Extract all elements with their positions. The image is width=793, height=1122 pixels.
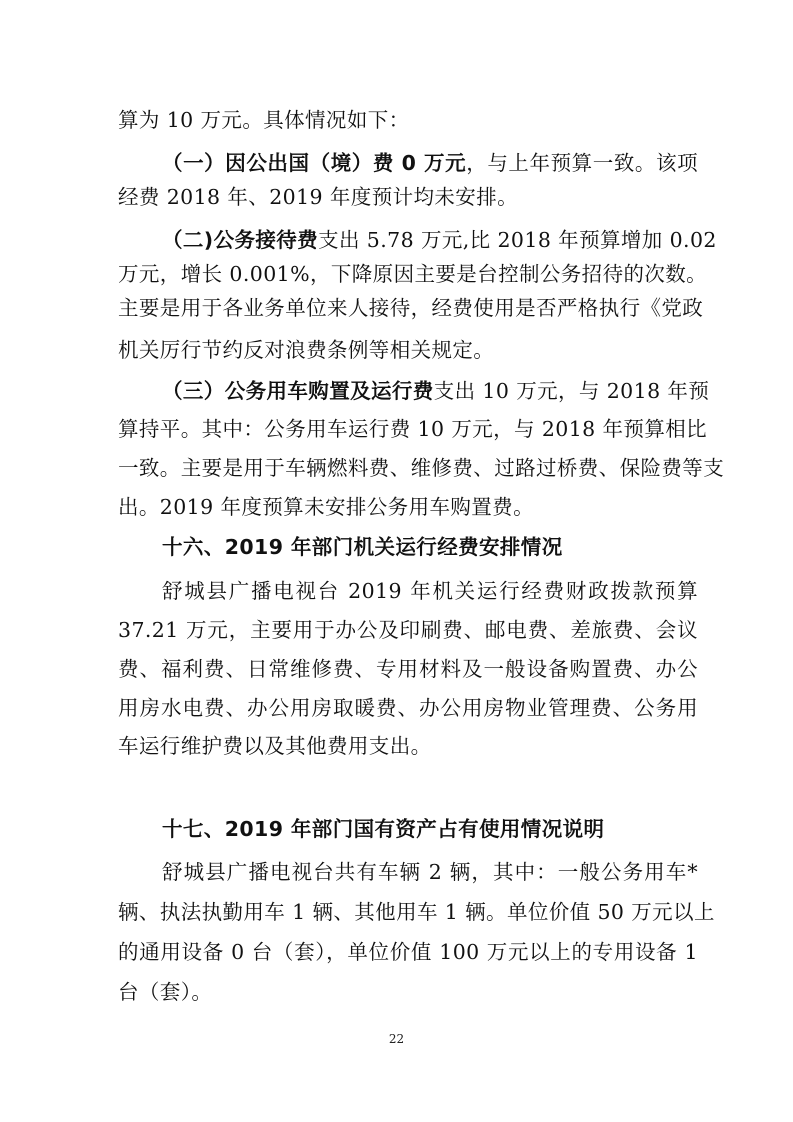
section-17-line-2: 辆、执法执勤用车 1 辆、其他用车 1 辆。单位价值 50 万元以上	[118, 900, 715, 924]
heading-17: 十七、2019 年部门国有资产占有使用情况说明	[162, 817, 605, 841]
section-1-line-2: 经费 2018 年、2019 年度预计均未安排。	[118, 185, 518, 209]
section-2-line-2: 万元，增长 0.001%，下降原因主要是台控制公务招待的次数。	[118, 262, 708, 286]
page-number: 22	[388, 1032, 405, 1046]
section-2-line-4: 机关厉行节约反对浪费条例等相关规定。	[118, 338, 495, 362]
section-16-line-3: 费、福利费、日常维修费、专用材料及一般设备购置费、办公	[118, 657, 698, 681]
section-1-heading: （一）因公出国（境）费 0 万元	[162, 151, 467, 175]
section-3-heading: （三）公务用车购置及运行费	[162, 379, 434, 403]
heading-16: 十六、2019 年部门机关运行经费安排情况	[162, 535, 563, 559]
section-3-line-2: 算持平。其中：公务用车运行费 10 万元，与 2018 年预算相比	[118, 417, 708, 441]
section-3-line-4: 出。2019 年度预算未安排公务用车购置费。	[118, 495, 534, 519]
paragraph-line: 算为 10 万元。具体情况如下：	[118, 108, 410, 132]
section-16-line-5: 车运行维护费以及其他费用支出。	[118, 734, 432, 758]
section-2-heading: （二)公务接待费	[162, 228, 319, 252]
section-16-line-2: 37.21 万元，主要用于办公及印刷费、邮电费、差旅费、会议	[118, 618, 698, 642]
section-17-line-1: 舒城县广播电视台共有车辆 2 辆，其中：一般公务用车*	[162, 860, 698, 884]
section-17-line-4: 台（套）。	[118, 980, 213, 1004]
section-1-line-1: （一）因公出国（境）费 0 万元，与上年预算一致。该项	[162, 151, 698, 175]
section-17-line-3: 的通用设备 0 台（套），单位价值 100 万元以上的专用设备 1	[118, 940, 698, 964]
section-3-line-3: 一致。主要是用于车辆燃料费、维修费、过路过桥费、保险费等支	[118, 456, 725, 480]
section-2-line-3: 主要是用于各业务单位来人接待，经费使用是否严格执行《党政	[118, 296, 704, 320]
section-3-line-1: （三）公务用车购置及运行费支出 10 万元，与 2018 年预	[162, 379, 710, 403]
section-16-line-1: 舒城县广播电视台 2019 年机关运行经费财政拨款预算	[162, 579, 698, 603]
section-2-line-1: （二)公务接待费支出 5.78 万元,比 2018 年预算增加 0.02	[162, 228, 717, 252]
section-16-line-4: 用房水电费、办公用房取暖费、办公用房物业管理费、公务用	[118, 696, 698, 720]
